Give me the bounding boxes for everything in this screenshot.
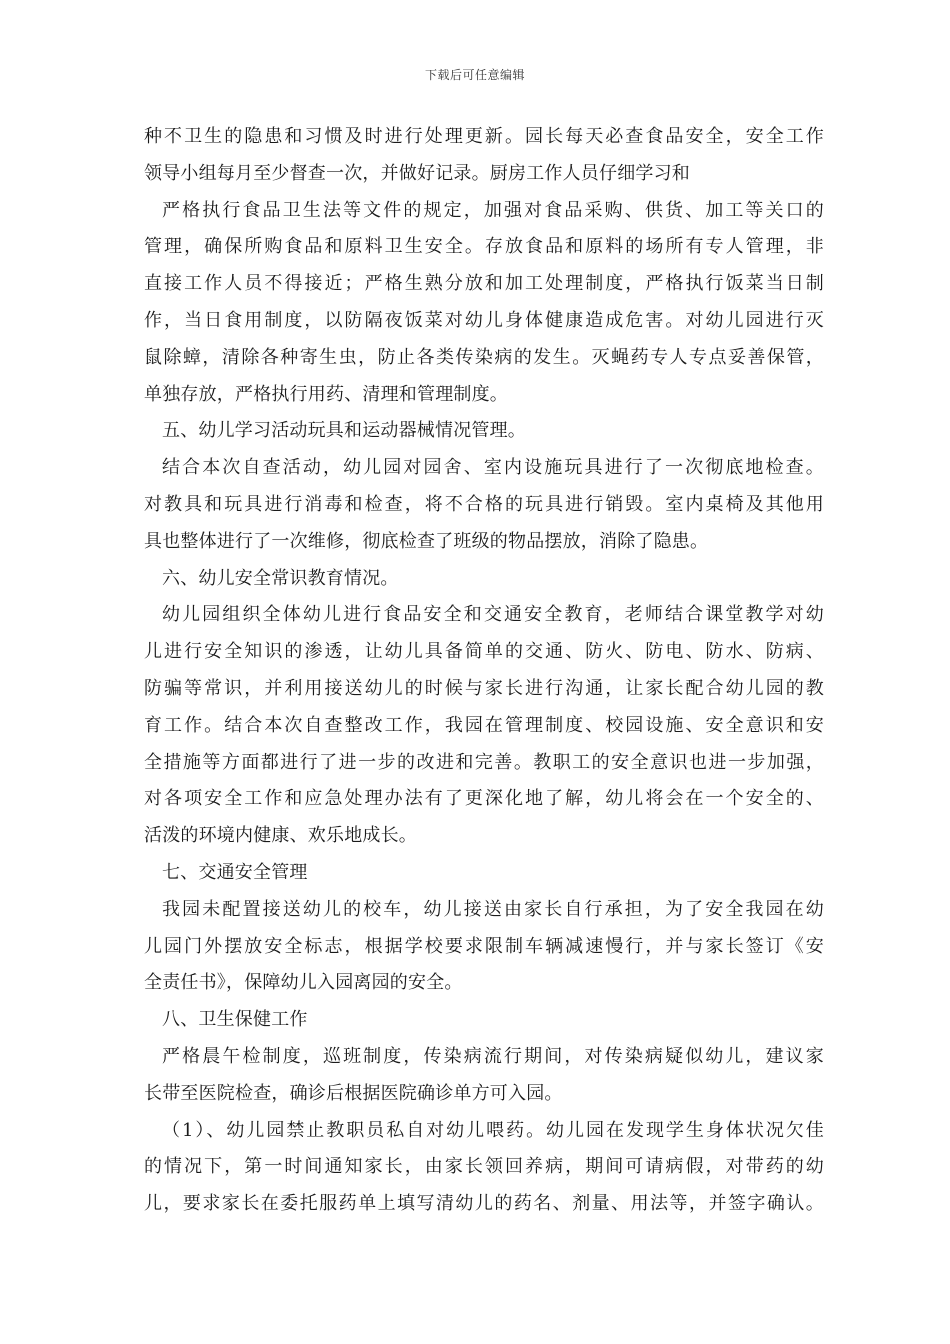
text-line: 具也整体进行了一次维修，彻底检查了班级的物品摆放，消除了隐患。 bbox=[144, 530, 709, 552]
text-line: 儿进行安全知识的渗透，让幼儿具备简单的交通、防火、防电、防水、防病、 bbox=[144, 641, 824, 663]
document-body bbox=[144, 119, 824, 1223]
text-line: 儿，要求家长在委托服药单上填写清幼儿的药名、剂量、用法等，并签字确认。 bbox=[144, 1193, 824, 1215]
text-line: 作，当日食用制度，以防隔夜饭菜对幼儿身体健康造成危害。对幼儿园进行灭 bbox=[144, 309, 824, 331]
text-line: 严格执行食品卫生法等文件的规定，加强对食品采购、供货、加工等关口的 bbox=[162, 199, 824, 221]
text-line: 活泼的环境内健康、欢乐地成长。 bbox=[144, 825, 417, 847]
text-line: 六、幼儿安全常识教育情况。 bbox=[162, 567, 399, 589]
text-line: 我园未配置接送幼儿的校车，幼儿接送由家长自行承担，为了安全我园在幼 bbox=[162, 898, 824, 920]
text-line: 对教具和玩具进行消毒和检查，将不合格的玩具进行销毁。室内桌椅及其他用 bbox=[144, 493, 824, 515]
text-line: 严格晨午检制度，巡班制度，传染病流行期间，对传染病疑似幼儿，建议家 bbox=[162, 1045, 824, 1067]
text-line: 结合本次自查活动，幼儿园对园舍、室内设施玩具进行了一次彻底地检查。 bbox=[162, 457, 824, 479]
text-line: 管理，确保所购食品和原料卫生安全。存放食品和原料的场所有专人管理，非 bbox=[144, 236, 824, 258]
text-line: 全责任书》，保障幼儿入园离园的安全。 bbox=[144, 972, 463, 994]
text-line: 全措施等方面都进行了进一步的改进和完善。教职工的安全意识也进一步加强， bbox=[144, 751, 824, 773]
text-line: 五、幼儿学习活动玩具和运动器械情况管理。 bbox=[162, 420, 526, 442]
text-line: 育工作。结合本次自查整改工作，我园在管理制度、校园设施、安全意识和安 bbox=[144, 714, 824, 736]
text-line: 七、交通安全管理 bbox=[162, 861, 308, 883]
text-line: 单独存放，严格执行用药、清理和管理制度。 bbox=[144, 383, 508, 405]
text-line: 对各项安全工作和应急处理办法有了更深化地了解，幼儿将会在一个安全的、 bbox=[144, 788, 824, 810]
text-line: 儿园门外摆放安全标志，根据学校要求限制车辆减速慢行，并与家长签订《安 bbox=[144, 935, 824, 957]
text-line: 的情况下，第一时间通知家长，由家长领回养病，期间可请病假，对带药的幼 bbox=[144, 1156, 824, 1178]
text-line: （1）、幼儿园禁止教职员私自对幼儿喂药。幼儿园在发现学生身体状况欠佳 bbox=[162, 1119, 824, 1141]
text-line: 种不卫生的隐患和习惯及时进行处理更新。园长每天必查食品安全，安全工作 bbox=[144, 126, 824, 147]
text-line: 八、卫生保健工作 bbox=[162, 1009, 308, 1031]
text-line: 直接工作人员不得接近；严格生熟分放和加工处理制度，严格执行饭菜当日制 bbox=[144, 273, 824, 295]
text-line: 领导小组每月至少督查一次，并做好记录。厨房工作人员仔细学习和 bbox=[144, 162, 690, 184]
text-line: 鼠除蟑，清除各种寄生虫，防止各类传染病的发生。灭蝇药专人专点妥善保管， bbox=[144, 346, 824, 368]
page-header: 下载后可任意编辑 bbox=[424, 68, 525, 82]
text-line: 防骗等常识，并利用接送幼儿的时候与家长进行沟通，让家长配合幼儿园的教 bbox=[144, 677, 824, 699]
text-line: 长带至医院检查，确诊后根据医院确诊单方可入园。 bbox=[144, 1082, 563, 1104]
text-line: 幼儿园组织全体幼儿进行食品安全和交通安全教育，老师结合课堂教学对幼 bbox=[162, 604, 824, 626]
